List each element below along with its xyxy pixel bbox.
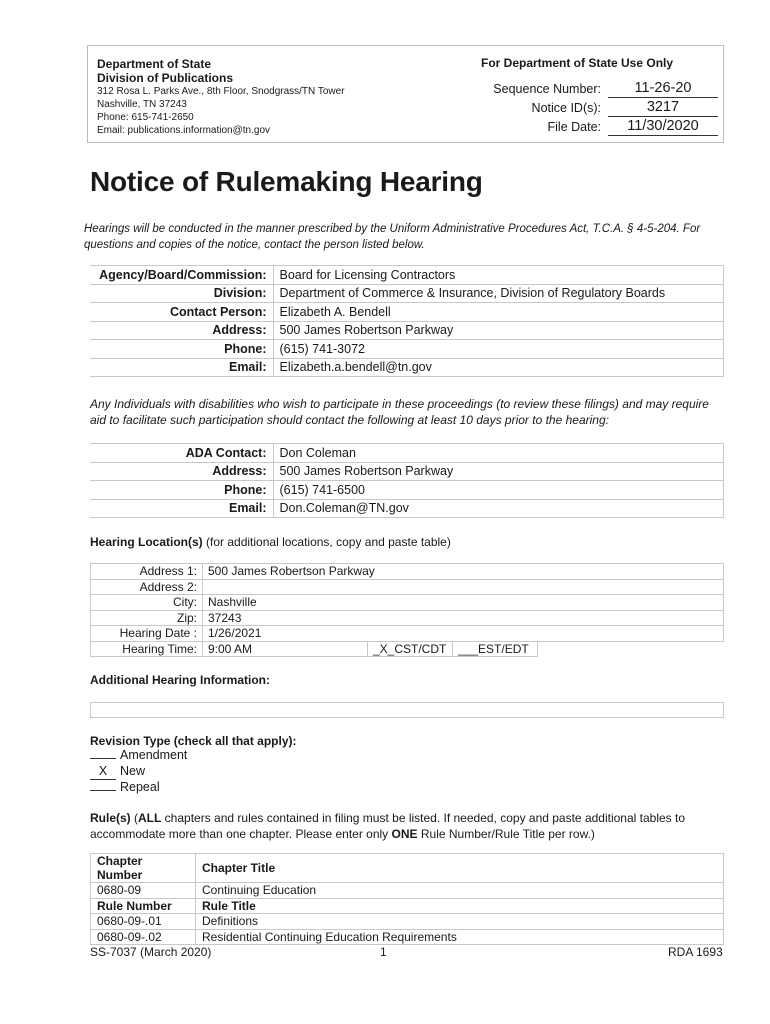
rules-table	[90, 853, 724, 945]
ada-row	[90, 444, 724, 463]
location-value: 1/26/2021	[203, 626, 724, 642]
publisher-block	[97, 57, 345, 137]
ada-note: Any Individuals with disabilities who wish to participate in these proceedings (to review these filings) and may require aid to facilitate such participation should contact the following at least 10 days prior to the hearing:	[90, 397, 709, 427]
ada-row	[90, 481, 724, 500]
publisher-phone: Phone: 615-741-2650	[97, 112, 194, 123]
rules-row	[91, 929, 724, 945]
revision-option	[90, 748, 187, 764]
rda-number: RDA 1693	[668, 945, 723, 959]
rule-number-cell: 0680-09-.02	[91, 929, 196, 945]
rule-number-cell: Rule Number	[91, 898, 196, 914]
rules-header-row	[91, 854, 724, 883]
rule-number-cell: 0680-09	[91, 883, 196, 899]
rule-title-cell: Rule Title	[196, 898, 724, 914]
page-title: Notice of Rulemaking Hearing	[90, 166, 483, 197]
additional-heading: Additional Hearing Information:	[90, 673, 270, 687]
rule-number-cell: Chapter Number	[91, 854, 196, 883]
ada-label: Email:	[90, 499, 273, 518]
rules-note-f: Rule Number/Rule Title per row.)	[417, 827, 595, 841]
agency-value: Elizabeth.a.bendell@tn.gov	[273, 358, 724, 377]
agency-label: Contact Person:	[90, 303, 273, 322]
rules-row	[91, 883, 724, 899]
sequence-label: Sequence Number:	[493, 82, 601, 96]
ada-value: (615) 741-6500	[273, 481, 724, 500]
ada-value: Don.Coleman@TN.gov	[273, 499, 724, 518]
cst-option: _X_CST/CDT	[368, 641, 453, 657]
publisher-city: Nashville, TN 37243	[97, 99, 187, 110]
locations-heading	[90, 535, 451, 549]
revision-mark	[90, 758, 116, 759]
location-row	[91, 610, 724, 626]
rules-note-d: chapters and rules contained in filing must be listed. If needed, copy and paste additional tables to accommodate more than one chapter. Please enter only	[90, 811, 686, 841]
revision-heading: Revision Type (check all that apply):	[90, 734, 297, 748]
ada-row	[90, 462, 724, 481]
agency-row	[90, 358, 724, 377]
location-value: 37243	[203, 610, 724, 626]
agency-label: Phone:	[90, 340, 273, 359]
form-number: SS-7037 (March 2020)	[90, 945, 212, 959]
ada-value: Don Coleman	[273, 444, 724, 463]
ada-row	[90, 499, 724, 518]
page-number: 1	[380, 945, 387, 959]
rules-note-e: ONE	[391, 827, 418, 841]
hearing-time-label: Hearing Time:	[91, 641, 203, 657]
revision-mark: X	[90, 764, 116, 781]
location-value	[203, 579, 724, 595]
agency-label: Agency/Board/Commission:	[90, 266, 273, 285]
locations-table	[90, 563, 724, 657]
revision-mark	[90, 790, 116, 791]
location-row	[91, 626, 724, 642]
notice-label: Notice ID(s):	[531, 101, 601, 115]
publisher-address: 312 Rosa L. Parks Ave., 8th Floor, Snodgrass/TN Tower	[97, 86, 345, 97]
agency-row	[90, 284, 724, 303]
division-name: Division of Publications	[97, 71, 234, 85]
time-spacer	[538, 641, 724, 657]
est-option: ___EST/EDT	[453, 641, 538, 657]
agency-label: Division:	[90, 284, 273, 303]
intro-text: Hearings will be conducted in the manner prescribed by the Uniform Administrative Procedures Act, T.C.A. § 4-5-204. For questions and copies of the notice, contact the person listed below.	[84, 223, 701, 251]
location-label: Hearing Date :	[91, 626, 203, 642]
ada-table	[90, 443, 724, 518]
rules-header-row	[91, 898, 724, 914]
hearing-time-row	[91, 641, 724, 657]
agency-value: (615) 741-3072	[273, 340, 724, 359]
location-label: Address 1:	[91, 564, 203, 580]
dept-name: Department of State	[97, 57, 212, 71]
rules-note-b: (	[130, 811, 139, 825]
agency-value: Department of Commerce & Insurance, Division of Regulatory Boards	[273, 284, 724, 303]
agency-row	[90, 266, 724, 285]
revision-list	[90, 748, 187, 796]
agency-row	[90, 340, 724, 359]
ada-label: Address:	[90, 462, 273, 481]
revision-label: Amendment	[120, 748, 188, 762]
agency-label: Email:	[90, 358, 273, 377]
agency-label: Address:	[90, 321, 273, 340]
locations-note: (for additional locations, copy and paste table)	[202, 535, 451, 549]
location-label: Address 2:	[91, 579, 203, 595]
revision-label: New	[120, 763, 146, 778]
agency-value: Board for Licensing Contractors	[273, 266, 724, 285]
revision-option	[90, 764, 187, 781]
rule-title-cell: Residential Continuing Education Requirements	[196, 929, 724, 945]
rules-row	[91, 914, 724, 930]
rules-note-c: ALL	[138, 811, 162, 825]
agency-table	[90, 265, 724, 377]
location-row	[91, 595, 724, 611]
rule-number-cell: 0680-09-.01	[91, 914, 196, 930]
location-value: Nashville	[203, 595, 724, 611]
location-value: 500 James Robertson Parkway	[203, 564, 724, 580]
file-date-value: 11/30/2020	[608, 118, 718, 136]
rule-title-cell: Definitions	[196, 914, 724, 930]
agency-value: Elizabeth A. Bendell	[273, 303, 724, 322]
use-only-title: For Department of State Use Only	[481, 56, 674, 70]
rule-title-cell: Chapter Title	[196, 854, 724, 883]
hearing-time-value: 9:00 AM	[203, 641, 368, 657]
agency-value: 500 James Robertson Parkway	[273, 321, 724, 340]
rules-note-a: Rule(s)	[90, 811, 131, 825]
location-label: City:	[91, 595, 203, 611]
agency-row	[90, 303, 724, 322]
sequence-value: 11-26-20	[608, 80, 718, 98]
location-row	[91, 564, 724, 580]
additional-info-field	[90, 702, 724, 718]
location-row	[91, 579, 724, 595]
ada-label: ADA Contact:	[90, 444, 273, 463]
location-label: Zip:	[91, 610, 203, 626]
agency-row	[90, 321, 724, 340]
rule-title-cell: Continuing Education	[196, 883, 724, 899]
revision-label: Repeal	[120, 780, 160, 794]
ada-label: Phone:	[90, 481, 273, 500]
ada-value: 500 James Robertson Parkway	[273, 462, 724, 481]
revision-option	[90, 780, 187, 796]
publisher-email: Email: publications.information@tn.gov	[97, 125, 271, 136]
rules-note	[90, 810, 730, 842]
notice-value: 3217	[608, 99, 718, 117]
locations-title: Hearing Location(s)	[90, 535, 203, 549]
file-date-label: File Date:	[547, 120, 601, 134]
